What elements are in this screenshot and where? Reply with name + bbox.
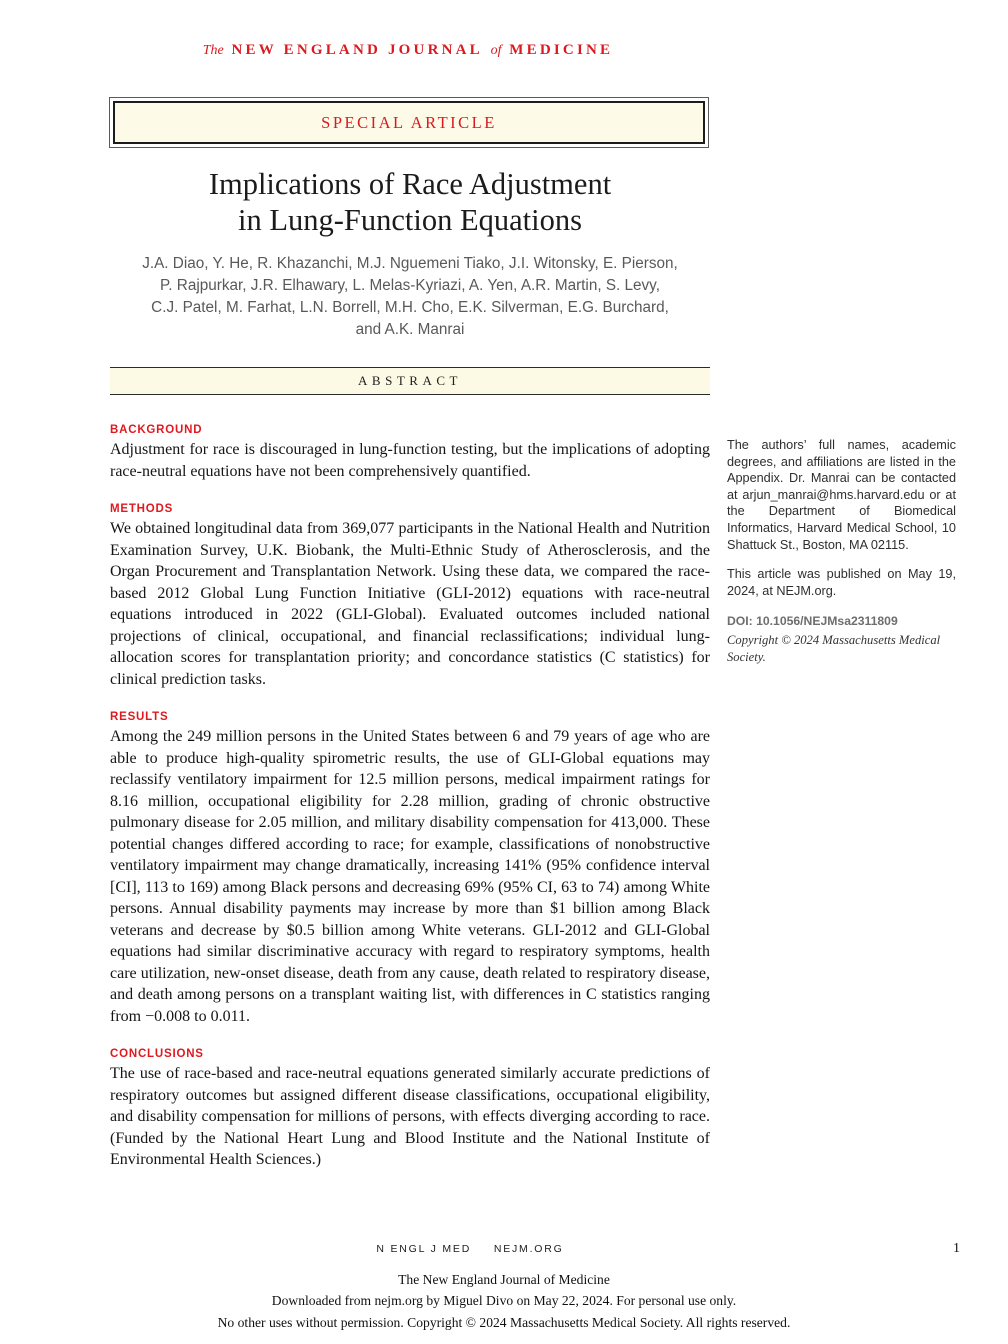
section-methods bbox=[110, 503, 710, 690]
masthead-name2: MEDICINE bbox=[509, 42, 614, 58]
section-heading: METHODS bbox=[110, 503, 174, 515]
article-title-line1: Implications of Race Adjustment bbox=[208, 167, 612, 201]
author-line: C.J. Patel, M. Farhat, L.N. Borrell, M.H. Cho, E.K. Silverman, E.G. Burchard, bbox=[151, 299, 669, 316]
section-heading: CONCLUSIONS bbox=[110, 1048, 204, 1060]
author-line: and A.K. Manrai bbox=[355, 321, 465, 338]
section-background bbox=[110, 424, 710, 482]
section-heading: BACKGROUND bbox=[110, 424, 203, 436]
masthead-the: The bbox=[202, 43, 224, 58]
banner-label: SPECIAL ARTICLE bbox=[321, 112, 497, 132]
publication-note: This article was published on May 19, 2024, at NEJM.org. bbox=[727, 567, 956, 598]
journal-masthead bbox=[110, 42, 710, 59]
correspondence-sidebar bbox=[727, 437, 956, 665]
running-footer bbox=[110, 1243, 830, 1255]
download-notice bbox=[0, 1269, 1008, 1333]
author-line: J.A. Diao, Y. He, R. Khazanchi, M.J. Nguemeni Tiako, J.I. Witonsky, E. Pierson, bbox=[142, 255, 678, 272]
abstract-band bbox=[110, 367, 710, 395]
footer-journal-abbrev: N ENGL J MED bbox=[376, 1243, 472, 1255]
author-list bbox=[95, 253, 725, 341]
abstract-column bbox=[110, 367, 710, 1171]
legal-line1: The New England Journal of Medicine bbox=[398, 1272, 610, 1287]
section-conclusions bbox=[110, 1048, 710, 1171]
doi-line: DOI: 10.1056/NEJMsa2311809 bbox=[727, 614, 898, 629]
footer-site: NEJM.ORG bbox=[493, 1243, 564, 1255]
section-body: The use of race-based and race-neutral equations generated similarly accurate predictions of respiratory outcomes but assigned different disease classifications, occupational eligibility, and disability compensation for millions of persons, with effects diverging according to race. (Funded by the National Heart Lung and Blood Institute and the National Institute of Environmental Health Sciences.) bbox=[110, 1065, 710, 1168]
page-number: 1 bbox=[953, 1241, 960, 1256]
legal-line3: No other uses without permission. Copyright © 2024 Massachusetts Medical Society. All rights reserved. bbox=[217, 1314, 791, 1330]
author-line: P. Rajpurkar, J.R. Elhawary, L. Melas-Kyriazi, A. Yen, A.R. Martin, S. Levy, bbox=[160, 277, 660, 294]
section-results bbox=[110, 711, 710, 1027]
section-body: We obtained longitudinal data from 369,077 participants in the National Health and Nutrition Examination Survey, U.K. Biobank, the Multi-Ethnic Study of Atherosclerosis, and the Organ Procurement and Transplantation Network. Using these data, we compared the race-based 2012 Global Lung Function Initiative (GLI-2012) equations with race-neutral equations introduced in 2022 (GLI-Global). Evaluated outcomes included national projections of clinical, occupational, and financial reclassifications; individual lung-allocation scores for transplantation priority; and concordance statistics (C statistics) for clinical prediction tasks. bbox=[110, 520, 710, 688]
abstract-band-label: ABSTRACT bbox=[358, 373, 462, 388]
special-article-banner bbox=[113, 101, 705, 144]
legal-line2: Downloaded from nejm.org by Miguel Divo on May 22, 2024. For personal use only. bbox=[271, 1293, 737, 1309]
article-title bbox=[110, 166, 710, 238]
section-body: Adjustment for race is discouraged in lung-function testing, but the implications of adopting race-neutral equations have not been comprehensively quantified. bbox=[110, 441, 710, 480]
section-body: Among the 249 million persons in the United States between 6 and 79 years of age who are able to produce high-quality spirometric results, the use of GLI-Global equations may reclassify ventilatory impairment for 12.5 million persons, medical impairment ratings for 8.16 million, occupational eligibility for 2.28 million, grading of chronic obstructive pulmonary disease for 2.05 million, and military disability compensation for 413,000. These potential changes differed according to race; for example, classifications of nonobstructive ventilatory impairment may change dramatically, increasing 141% (95% confidence interval [CI], 113 to 169) among Black persons and decreasing 69% (95% CI, 63 to 74) among White persons. Annual disability payments may increase by more than $1 billion among Black veterans and decrease by $0.5 billion among White veterans. GLI-2012 and GLI-Global equations had similar discriminative accuracy with regard to respiratory symptoms, health care utilization, new-onset disease, death from any cause, death related to respiratory disease, and death among persons on a transplant waiting list, with differences in C statistics ranging from −0.008 to 0.011. bbox=[110, 728, 710, 1025]
section-heading: RESULTS bbox=[110, 711, 169, 723]
affiliation-note: The authors’ full names, academic degrees, and affiliations are listed in the Appendix. Dr. Manrai can be contacted at arjun_manrai@hms.harvard.edu or at the Department of Biomedical Informatics, Harvard Medical School, 10 Shattuck St., Boston, MA 02115. bbox=[727, 438, 956, 552]
masthead-of: of bbox=[490, 43, 502, 58]
copyright-line: Copyright © 2024 Massachusetts Medical Society. bbox=[727, 632, 941, 664]
masthead-name1: NEW ENGLAND JOURNAL bbox=[231, 42, 483, 58]
article-title-line2: in Lung-Function Equations bbox=[238, 203, 582, 237]
